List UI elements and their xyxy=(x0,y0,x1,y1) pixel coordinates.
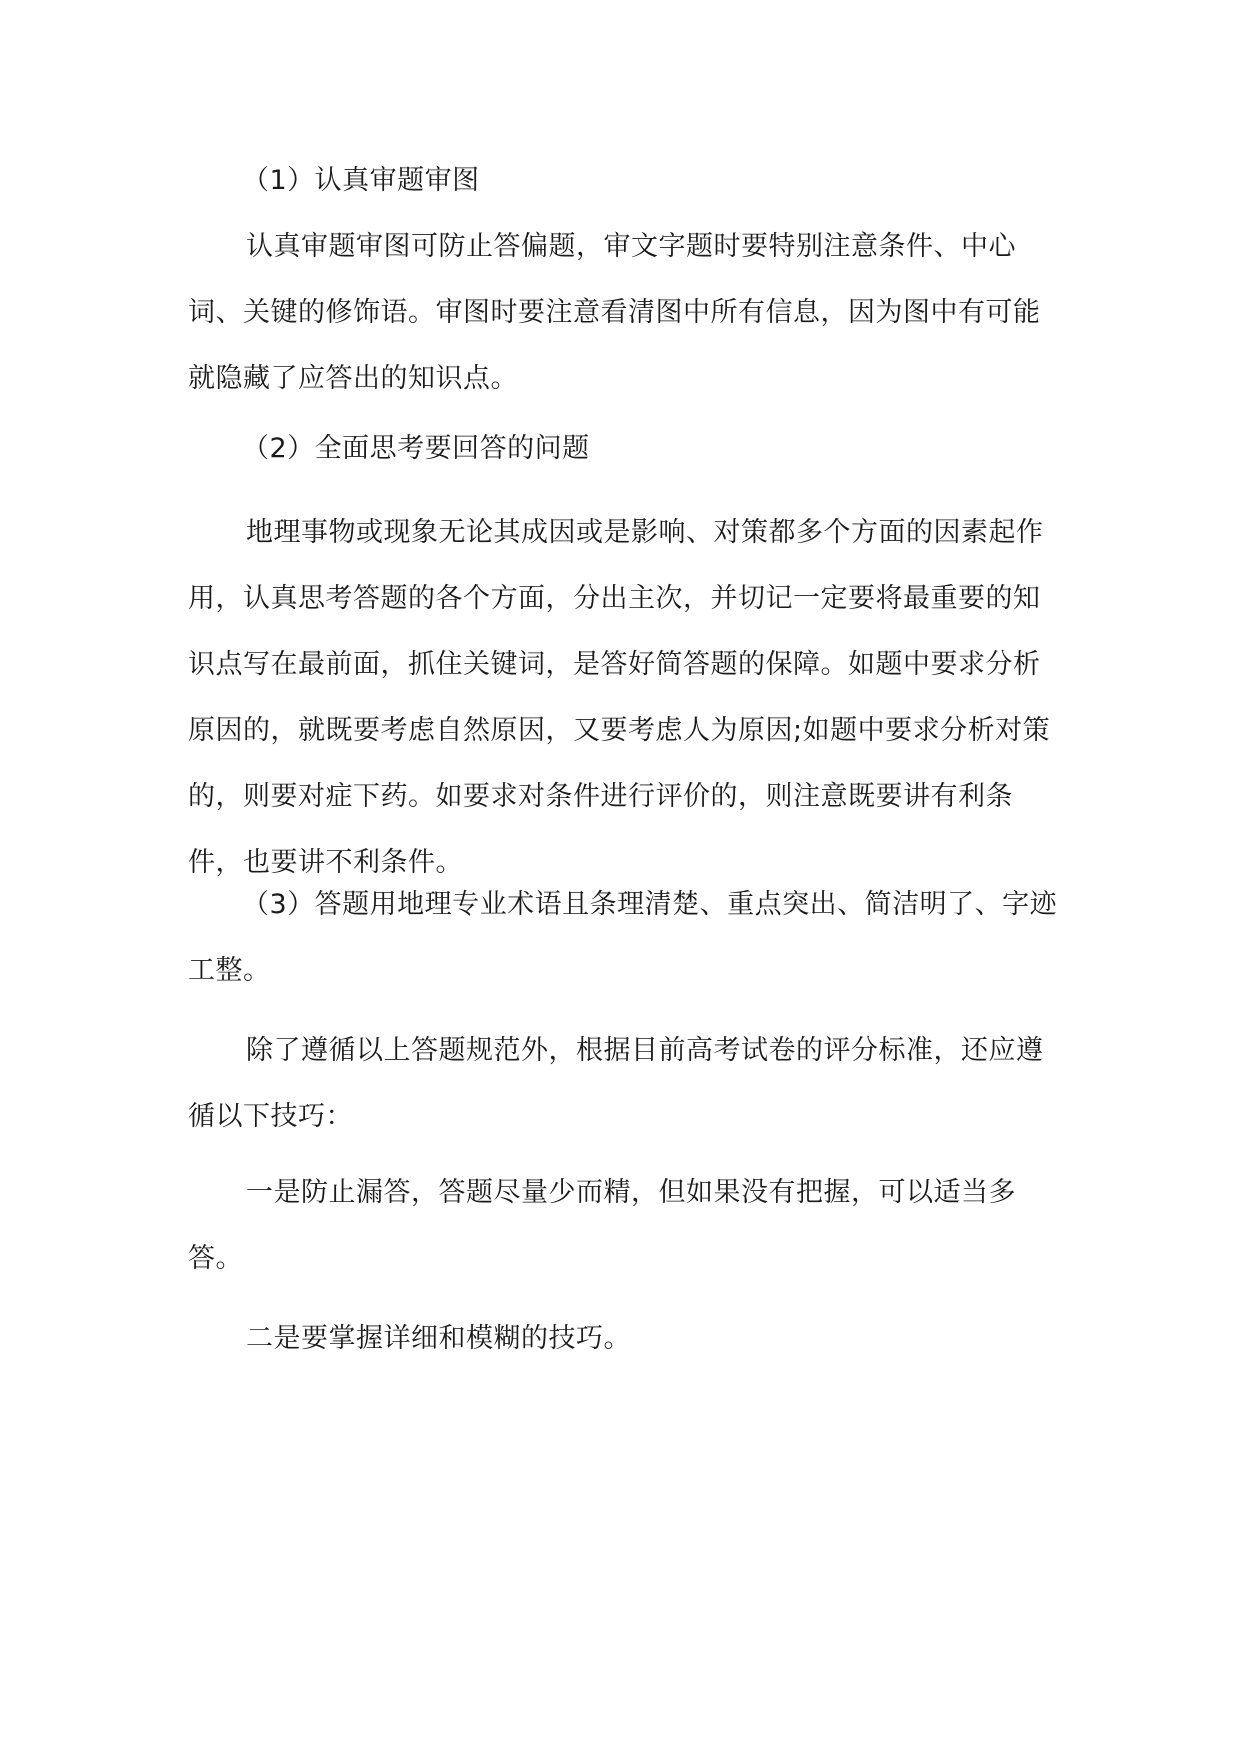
section-heading-1: （1）认真审题审图 xyxy=(242,165,480,196)
paragraph-4: 一是防止漏答，答题尽量少而精，但如果没有把握，可以适当多答。 xyxy=(188,1177,1016,1274)
section-heading-3: （3）答题用地理专业术语且条理清楚、重点突出、简洁明了、字迹工整。 xyxy=(188,889,1058,986)
paragraph-1: 认真审题审图可防止答偏题，审文字题时要特别注意条件、中心词、关键的修饰语。审图时要注意看清图中所有信息，因为图中有可能就隐藏了应答出的知识点。 xyxy=(188,231,1041,394)
paragraph-5: 二是要掌握详细和模糊的技巧。 xyxy=(246,1323,631,1354)
section-heading-2: （2）全面思考要回答的问题 xyxy=(242,433,590,464)
paragraph-3: 除了遵循以上答题规范外，根据目前高考试卷的评分标准，还应遵循以下技巧： xyxy=(188,1035,1044,1132)
paragraph-2: 地理事物或现象无论其成因或是影响、对策都多个方面的因素起作用，认真思考答题的各个方面，分出主次，并切记一定要将最重要的知识点写在最前面，抓住关键词，是答好简答题的保障。如题中要求分析原因的，就既要考虑自然原因，又要考虑人为原因;如题中要求分析对策的，则要对症下药。如要求对条件进行评价的，则注意既要讲有利条件，也要讲不利条件。 xyxy=(188,517,1051,878)
